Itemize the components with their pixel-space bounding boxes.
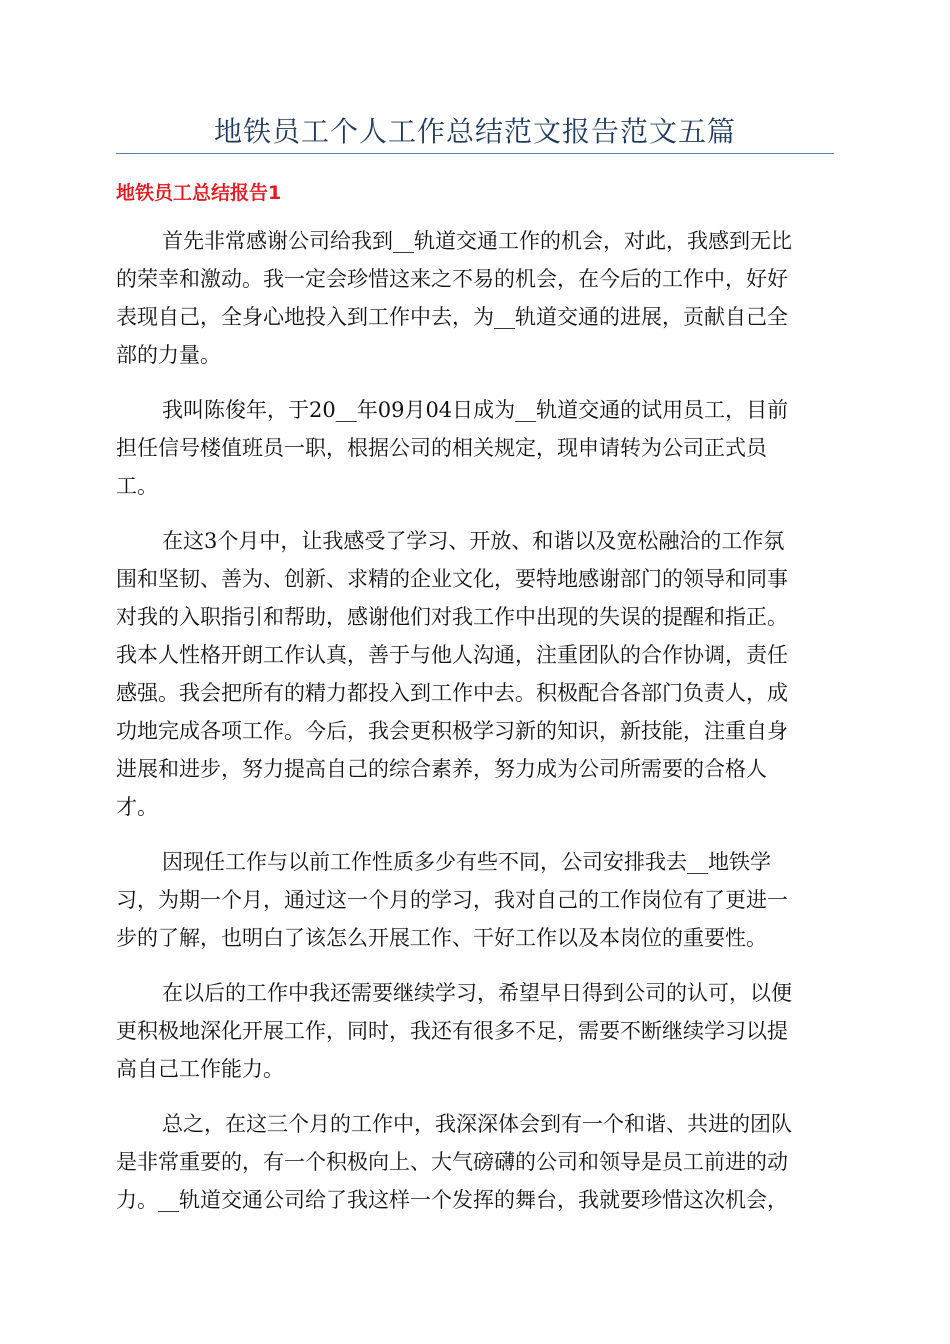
paragraph-line: 担任信号楼值班员一职，根据公司的相关规定，现申请转为公司正式员: [116, 436, 767, 460]
document-title: 地铁员工个人工作总结范文报告范文五篇: [213, 115, 736, 148]
body-paragraph: [116, 974, 834, 1088]
paragraph-line: 在这3个月中，让我感受了学习、开放、和谐以及宽松融洽的工作氛: [162, 529, 785, 553]
body-paragraph: [116, 522, 834, 826]
paragraph-line: 围和坚韧、善为、创新、求精的企业文化，要特地感谢部门的领导和同事: [116, 567, 788, 591]
paragraph-line: 的荣幸和激动。我一定会珍惜这来之不易的机会，在今后的工作中，好好: [116, 267, 788, 291]
paragraph-line: 步的了解，也明白了该怎么开展工作、干好工作以及本岗位的重要性。: [116, 926, 767, 950]
document-body: [116, 222, 834, 1236]
paragraph-line: 在以后的工作中我还需要继续学习，希望早日得到公司的认可，以便: [162, 981, 792, 1005]
paragraph-line: 感强。我会把所有的精力都投入到工作中去。积极配合各部门负责人，成: [116, 681, 788, 705]
paragraph-line: 力。__轨道交通公司给了我这样一个发挥的舞台，我就要珍惜这次机会，: [116, 1188, 788, 1212]
body-paragraph: [116, 1105, 834, 1219]
title-underline: [116, 153, 834, 154]
paragraph-line: 进展和进步，努力提高自己的综合素养，努力成为公司所需要的合格人: [116, 757, 767, 781]
paragraph-line: 功地完成各项工作。今后，我会更积极学习新的知识，新技能，注重自身: [116, 719, 788, 743]
paragraph-line: 才。: [116, 795, 158, 819]
paragraph-line: 对我的入职指引和帮助，感谢他们对我工作中出现的失误的提醒和指正。: [116, 605, 788, 629]
paragraph-line: 首先非常感谢公司给我到__轨道交通工作的机会，对此，我感到无比: [162, 229, 792, 253]
body-paragraph: [116, 222, 834, 374]
body-paragraph: [116, 843, 834, 957]
paragraph-line: 我叫陈俊年，于20__年09月04日成为__轨道交通的试用员工，目前: [162, 398, 789, 422]
body-paragraph: [116, 391, 834, 505]
paragraph-line: 高自己工作能力。: [116, 1057, 284, 1081]
paragraph-line: 部的力量。: [116, 343, 221, 367]
paragraph-line: 因现任工作与以前工作性质多少有些不同，公司安排我去__地铁学: [162, 850, 771, 874]
paragraph-line: 我本人性格开朗工作认真，善于与他人沟通，注重团队的合作协调，责任: [116, 643, 788, 667]
paragraph-line: 更积极地深化开展工作，同时，我还有很多不足，需要不断继续学习以提: [116, 1019, 788, 1043]
paragraph-line: 总之，在这三个月的工作中，我深深体会到有一个和谐、共进的团队: [162, 1112, 792, 1136]
paragraph-line: 是非常重要的，有一个积极向上、大气磅礴的公司和领导是员工前进的动: [116, 1150, 788, 1174]
paragraph-line: 表现自己，全身心地投入到工作中去，为__轨道交通的进展，贡献自己全: [116, 305, 788, 329]
section-heading: 地铁员工总结报告1: [116, 182, 282, 204]
paragraph-line: 工。: [116, 474, 158, 498]
paragraph-line: 习，为期一个月，通过这一个月的学习，我对自己的工作岗位有了更进一: [116, 888, 788, 912]
